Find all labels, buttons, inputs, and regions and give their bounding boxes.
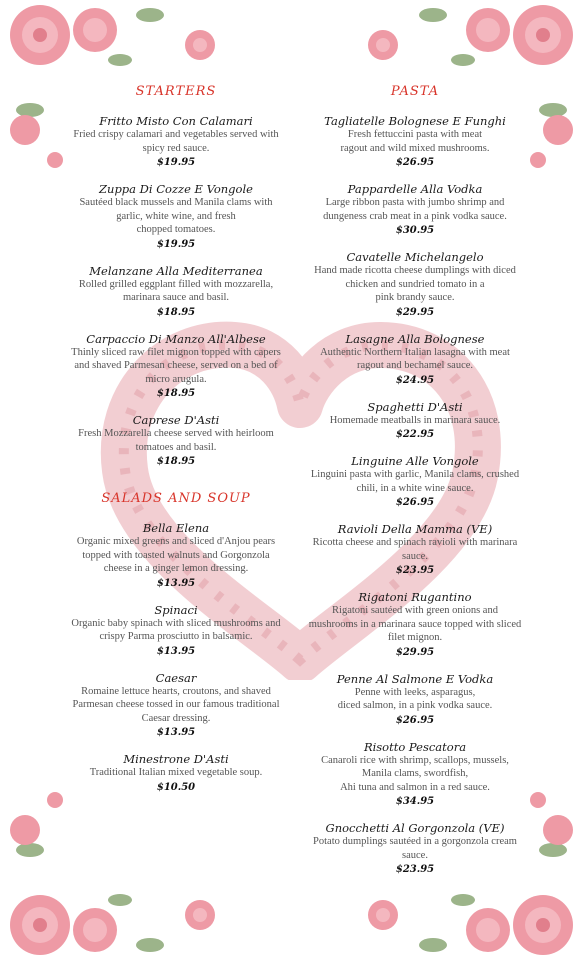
item-name: Spaghetti D'Asti <box>367 399 463 414</box>
menu-item <box>300 332 530 388</box>
item-price: $13.95 <box>156 645 196 657</box>
item-price: $18.95 <box>156 456 196 467</box>
item-name: Lasagne Alla Bolognese <box>345 331 485 346</box>
menu-item <box>62 752 290 795</box>
item-name: Pappardelle Alla Vodka <box>347 182 483 196</box>
item-name: Rigatoni Rugantino <box>358 590 472 604</box>
item-name: Minestrone D'Asti <box>123 752 229 766</box>
item-price: $18.95 <box>156 388 196 399</box>
item-description: Organic mixed greens and sliced d'Anjou pears topped with toasted walnuts and Gorgonzola cheese in a ginger lemon dressing. <box>76 536 276 574</box>
item-name: Ravioli Della Mamma (VE) <box>337 522 493 536</box>
item-price: $19.95 <box>156 157 196 168</box>
item-price: $18.95 <box>156 306 196 318</box>
item-description: Fried crispy calamari and vegetables served with spicy red sauce. <box>73 129 279 154</box>
item-description: Romaine lettuce hearts, croutons, and shaved Parmesan cheese tossed in our famous traditional Caesar dressing. <box>72 685 280 724</box>
item-name: Penne Al Salmone E Vodka <box>336 671 494 686</box>
item-price: $30.95 <box>395 225 435 236</box>
item-price: $13.95 <box>156 727 196 738</box>
menu-item <box>300 250 530 320</box>
item-name: Bella Elena <box>142 521 210 535</box>
rose-cluster-icon <box>0 790 230 960</box>
item-description: Fresh Mozzarella cheese served with heirloom tomatoes and basil. <box>78 428 274 453</box>
menu-item <box>62 671 290 741</box>
menu-item <box>62 114 290 170</box>
item-name: Fritto Misto Con Calamari <box>99 114 253 128</box>
menu-item <box>62 332 290 402</box>
item-description: Rigatoni sautéed with green onions and mushrooms in a marinara sauce topped with sliced filet mignon. <box>308 605 522 643</box>
item-description: Sautéed black mussels and Manila clams with garlic, white wine, and fresh chopped tomatoes. <box>79 197 273 235</box>
item-price: $23.95 <box>395 864 435 875</box>
menu-item <box>62 264 290 320</box>
item-description: Traditional Italian mixed vegetable soup. <box>89 767 263 778</box>
item-description: Hand made ricotta cheese dumplings with diced chicken and sundried tomato in a pink brandy sauce. <box>314 265 516 303</box>
menu-item <box>300 182 530 238</box>
item-name: Gnocchetti Al Gorgonzola (VE) <box>325 821 505 835</box>
item-name: Caprese D'Asti <box>132 413 220 427</box>
item-name: Linguine Alle Vongole <box>351 454 479 468</box>
menu-item <box>62 413 290 469</box>
item-description: Rolled grilled eggplant filled with mozzarella, marinara sauce and basil. <box>78 278 274 303</box>
item-price: $26.95 <box>395 157 435 168</box>
item-name: Cavatelle Michelangelo <box>346 250 484 264</box>
item-price: $24.95 <box>395 374 435 386</box>
menu-item <box>300 522 530 578</box>
menu-item <box>300 400 530 443</box>
section-title-salads-and-soup: SALADS AND SOUP <box>101 491 251 506</box>
item-price: $22.95 <box>395 429 435 440</box>
item-name: Carpaccio Di Manzo All'Albese <box>86 331 266 346</box>
menu-item <box>300 590 530 660</box>
item-description: Large ribbon pasta with jumbo shrimp and dungeness crab meat in a pink vodka sauce. <box>323 197 507 222</box>
item-name: Risotto Pescatora <box>363 739 467 754</box>
menu-item <box>62 521 290 591</box>
right-column <box>300 80 530 889</box>
item-price: $26.95 <box>395 497 435 508</box>
item-price: $29.95 <box>395 646 435 658</box>
item-description: Ricotta cheese and spinach ravioli with marinara sauce. <box>312 537 518 562</box>
menu-item <box>300 454 530 510</box>
menu-item <box>62 603 290 659</box>
item-price: $10.50 <box>156 781 196 793</box>
item-name: Caesar <box>155 670 197 685</box>
item-description: Organic baby spinach with sliced mushrooms and crispy Parma prosciutto in balsamic. <box>71 617 281 642</box>
item-price: $23.95 <box>395 565 435 576</box>
item-description: Linguini pasta with garlic, Manila clams, crushed chili, in a white wine sauce. <box>310 469 520 494</box>
item-price: $19.95 <box>156 238 196 250</box>
item-name: Melanzane Alla Mediterranea <box>89 263 263 278</box>
menu-item <box>300 114 530 170</box>
item-name: Spinaci <box>154 602 198 617</box>
item-description: Authentic Northern Italian lasagna with meat ragout and bechamel sauce. <box>320 346 510 371</box>
menu-item <box>300 672 530 728</box>
left-column <box>62 80 290 807</box>
item-price: $29.95 <box>395 306 435 318</box>
section-title-starters: STARTERS <box>135 84 217 99</box>
item-description: Homemade meatballs in marinara sauce. <box>329 414 501 426</box>
item-description: Fresh fettuccini pasta with meat ragout and wild mixed mushrooms. <box>340 129 490 154</box>
item-description: Penne with leeks, asparagus, diced salmon, in a pink vodka sauce. <box>337 686 493 711</box>
item-name: Zuppa Di Cozze E Vongole <box>99 182 253 196</box>
item-price: $26.95 <box>395 714 435 726</box>
menu-item <box>300 821 530 877</box>
item-description: Potato dumplings sautéed in a gorgonzola cream sauce. <box>313 836 517 861</box>
item-name: Tagliatelle Bolognese E Funghi <box>324 114 506 128</box>
item-price: $13.95 <box>156 577 196 589</box>
item-description: Thinly sliced raw filet mignon topped with capers and shaved Parmesan cheese, served on a bed of micro arugula. <box>71 346 281 385</box>
item-description: Canaroli rice with shrimp, scallops, mussels, Manila clams, swordfish, Ahi tuna and salmon in a red sauce. <box>321 754 509 793</box>
item-price: $34.95 <box>395 796 435 807</box>
menu-item <box>62 182 290 252</box>
section-title-pasta: PASTA <box>390 84 440 99</box>
menu-item <box>300 740 530 810</box>
